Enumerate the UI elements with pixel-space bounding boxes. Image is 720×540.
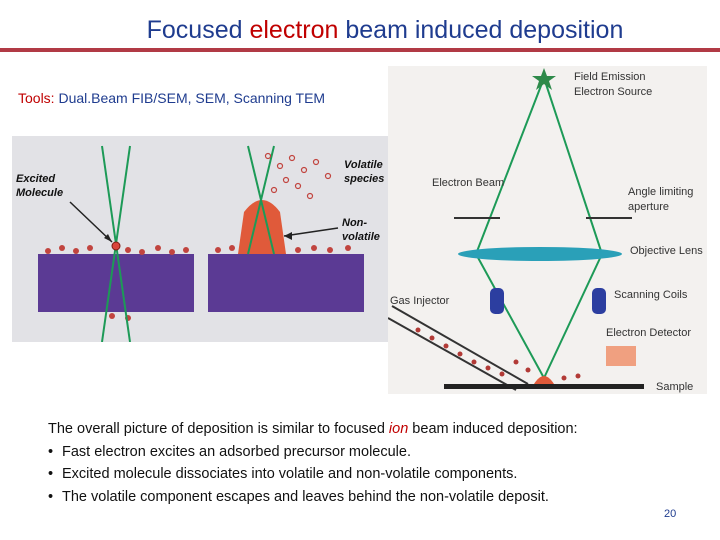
nonvolatile-arrow	[284, 228, 338, 236]
slide-title: Focused electron beam induced deposition	[146, 16, 624, 44]
excited-molecule-label-1: Excited	[16, 173, 56, 185]
angle-limiting-label-2: aperture	[628, 201, 669, 213]
objective-lens-label: Objective Lens	[630, 245, 703, 257]
intro-line: The overall picture of deposition is similar to focused ion beam induced deposition:	[48, 421, 578, 437]
scanning-coils-label: Scanning Coils	[614, 289, 688, 301]
deposition-mechanism-svg	[12, 136, 390, 342]
scanning-coil-right	[592, 288, 606, 314]
deposition-mechanism-figure	[12, 136, 390, 342]
nonvolatile-label-1: Non-	[342, 217, 368, 229]
sample-label: Sample	[656, 381, 694, 393]
excited-molecule-dot	[112, 242, 120, 250]
beam-cone-left	[476, 78, 544, 254]
page-number: 20	[664, 508, 677, 520]
volatile-label-1: Volatile	[344, 159, 383, 171]
title-rule	[0, 48, 720, 52]
volatile-label-2: species	[344, 173, 385, 185]
tools-line	[18, 90, 325, 106]
gas-injector-tube-bottom	[388, 318, 516, 390]
sem-column-svg	[388, 66, 707, 394]
nonvolatile-label-2: volatile	[342, 231, 380, 243]
sample-deposit	[534, 376, 554, 384]
tools-text: Dual.Beam FIB/SEM, SEM, Scanning TEM	[54, 90, 326, 106]
tools-label: Tools:	[18, 90, 55, 106]
objective-lens	[458, 247, 622, 261]
beam-cone-right	[544, 78, 602, 254]
bullet-item: • Excited molecule dissociates into volatile and non-volatile components.	[48, 466, 518, 482]
field-emission-label-2: Electron Source	[574, 86, 653, 98]
substrate-left	[38, 254, 194, 312]
bullet-item: • The volatile component escapes and leaves behind the non-volatile deposit.	[48, 488, 549, 505]
gas-injector-tube-top	[392, 306, 528, 384]
electron-source-star-icon	[532, 68, 556, 90]
electron-detector-label: Electron Detector	[606, 327, 691, 339]
beam-focus-right	[544, 254, 602, 378]
bullet-item: • Fast electron excites an adsorbed precursor molecule.	[48, 443, 411, 460]
electron-detector	[606, 346, 636, 366]
gas-injector-label: Gas Injector	[390, 295, 450, 307]
sem-column-figure	[388, 66, 707, 394]
sample-stage	[444, 384, 644, 389]
volatile-species-dots	[266, 154, 331, 199]
substrate-right	[208, 254, 364, 312]
electron-beam-label: Electron Beam	[432, 177, 505, 189]
field-emission-label-1: Field Emission	[574, 71, 646, 83]
excited-molecule-label-2: Molecule	[16, 187, 64, 199]
body-text	[48, 418, 708, 508]
angle-limiting-label-1: Angle limiting	[628, 186, 694, 198]
scanning-coil-left	[490, 288, 504, 314]
excited-molecule-arrow	[70, 202, 112, 242]
